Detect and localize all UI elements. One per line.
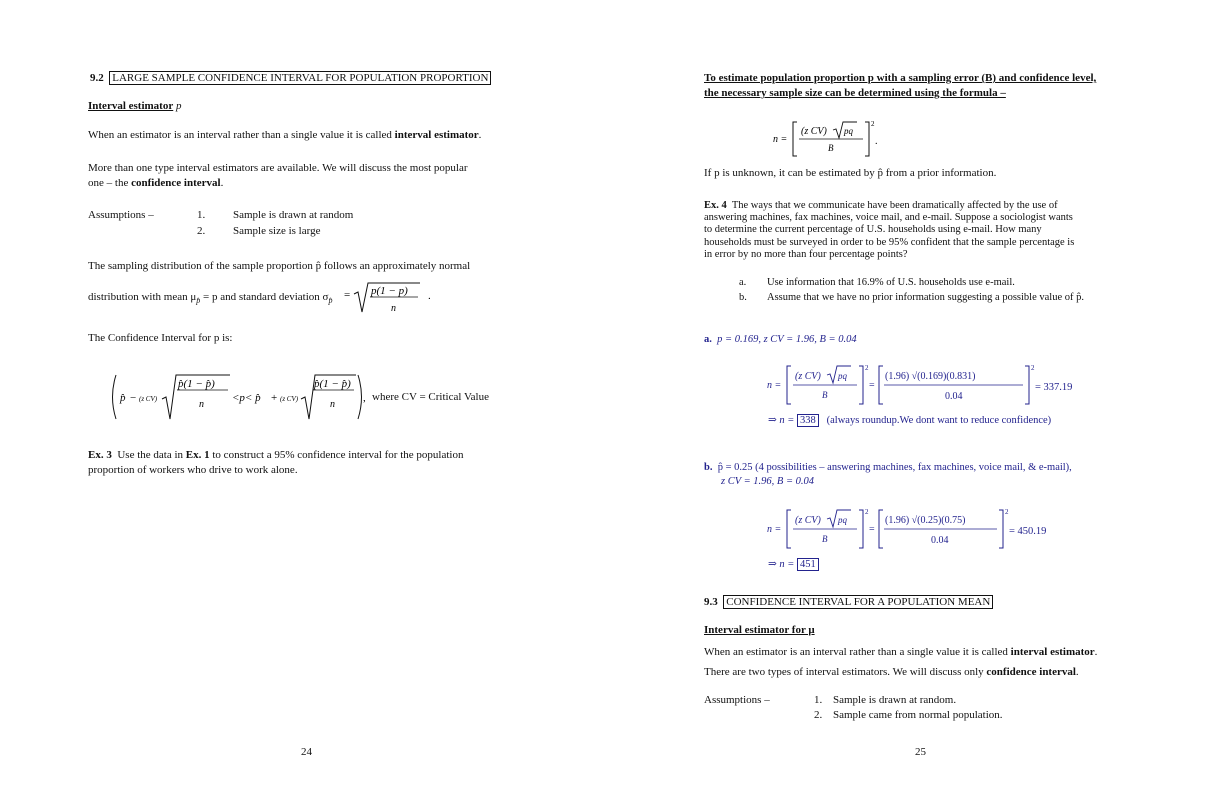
- item-letter: a.: [739, 277, 747, 288]
- assumption-number: 2.: [197, 225, 206, 237]
- svg-text:(z CV): (z CV): [139, 395, 158, 403]
- svg-text:n: n: [199, 399, 204, 410]
- svg-text:(z CV): (z CV): [795, 371, 821, 382]
- given-values: z CV = 1.96, B = 0.04: [721, 476, 815, 487]
- text: When an estimator is an interval rather than a single value it is called: [88, 129, 395, 141]
- paragraph-interval-types: [88, 161, 468, 191]
- section-title: CONFIDENCE INTERVAL FOR A POPULATION MEAN: [723, 595, 993, 609]
- svg-text:.: .: [428, 290, 431, 302]
- example-3: [88, 448, 463, 478]
- svg-text:=: =: [869, 524, 875, 535]
- svg-text:n =: n =: [767, 524, 782, 535]
- ci-where-text: where CV = Critical Value: [372, 391, 489, 403]
- interval-symbol: p: [175, 100, 182, 112]
- svg-text:=: =: [344, 289, 351, 301]
- confidence-interval-formula: [108, 369, 368, 425]
- std-dev-formula: [344, 280, 444, 316]
- interval-estimator-heading: Interval estimator for μ: [704, 624, 815, 636]
- svg-text:p̂: p̂: [120, 392, 126, 404]
- svg-text:2: 2: [1005, 508, 1009, 516]
- svg-text:B: B: [822, 534, 828, 544]
- interval-estimator-heading: [88, 99, 181, 114]
- text-line: households must be surveyed in order to be 95% confident that the sample percentage is: [704, 236, 1075, 248]
- text: .: [1094, 646, 1098, 658]
- assumption-text: Sample size is large: [233, 225, 321, 237]
- section-number: 9.3: [704, 596, 718, 608]
- item-text: Use information that 16.9% of U.S. households use e-mail.: [767, 277, 1015, 288]
- example-4: [704, 200, 1074, 261]
- example-label: Ex. 4: [704, 200, 727, 211]
- svg-text:n =: n =: [773, 134, 788, 145]
- section-heading-9-2: [90, 71, 491, 86]
- svg-text:B: B: [822, 390, 828, 400]
- svg-text:B: B: [828, 143, 834, 153]
- section-title: LARGE SAMPLE CONFIDENCE INTERVAL FOR POPULATION PROPORTION: [109, 71, 491, 85]
- svg-text:<p< p̂: <p< p̂: [232, 392, 261, 404]
- unknown-p-text: If p is unknown, it can be estimated by p̂ from a prior information.: [704, 167, 997, 179]
- interval-label: Interval estimator: [88, 100, 174, 112]
- solution-a-given: [704, 334, 857, 345]
- svg-text:=: =: [869, 380, 875, 391]
- solution-b-given: [704, 461, 1072, 489]
- example-label: Ex. 3: [88, 449, 112, 461]
- sample-size-formula: [773, 118, 903, 160]
- svg-text:n: n: [391, 303, 396, 314]
- ci-label: The Confidence Interval for p is:: [88, 332, 233, 344]
- svg-text:+: +: [271, 392, 278, 404]
- text-line: More than one type interval estimators are available. We will discuss the most popular: [88, 162, 468, 174]
- solution-a-formula: [767, 362, 1097, 408]
- item-text: Assume that we have no prior information suggesting a possible value of p̂.: [767, 292, 1084, 303]
- page-number: 25: [915, 746, 926, 758]
- assumptions-label: Assumptions –: [704, 694, 770, 706]
- sample-size-heading-line1: To estimate population proportion p with a sampling error (B) and confidence level,: [704, 72, 1097, 84]
- paragraph-interval-definition: [88, 128, 481, 143]
- svg-text:p(1 − p): p(1 − p): [371, 285, 408, 297]
- svg-text:p̂(1 − p̂): p̂(1 − p̂): [178, 378, 215, 390]
- text: one – the: [88, 177, 132, 189]
- text: to construct a 95% confidence interval for the population: [209, 449, 464, 461]
- text-line: The ways that we communicate have been dramatically affected by the use of: [731, 200, 1058, 211]
- solution-a-answer: ⇒ n = 338 (always roundup.We dont want to reduce confidence): [768, 415, 1052, 426]
- text: .: [478, 129, 482, 141]
- roundup-note: (always roundup.We dont want to reduce confidence): [826, 415, 1052, 426]
- text-line: to determine the current percentage of U.S. households using e-mail. How many: [704, 224, 1042, 236]
- text: Use the data in: [117, 449, 186, 461]
- given-values: p̂ = 0.25 (4 possibilities – answering machines, fax machines, voice mail, & e-mail),: [717, 462, 1072, 473]
- left-page: [0, 0, 610, 795]
- bold-term: interval estimator: [1010, 646, 1095, 658]
- svg-text:(z CV): (z CV): [795, 515, 821, 526]
- answer-box: 451: [797, 558, 819, 571]
- bold-term: confidence interval: [986, 666, 1076, 678]
- svg-text:2: 2: [865, 508, 869, 516]
- svg-text:2: 2: [1031, 364, 1035, 372]
- svg-text:−: −: [130, 392, 137, 404]
- solution-label: b.: [704, 462, 713, 473]
- section-number: 9.2: [90, 72, 104, 84]
- solution-label: a.: [704, 334, 712, 345]
- assumption-text: Sample is drawn at random: [233, 209, 354, 221]
- assumption-text: Sample came from normal population.: [833, 709, 1003, 721]
- sample-size-heading-line2: the necessary sample size can be determined using the formula –: [704, 87, 1006, 99]
- text-line: proportion of workers who drive to work alone.: [88, 464, 298, 476]
- svg-text:pq: pq: [844, 126, 853, 136]
- item-letter: b.: [739, 292, 747, 303]
- text: = p and standard deviation σ: [200, 291, 329, 303]
- svg-text:p̂(1 − p̂): p̂(1 − p̂): [314, 378, 351, 390]
- text: distribution with mean μ: [88, 291, 197, 303]
- svg-text:.: .: [875, 136, 878, 147]
- text: There are two types of interval estimators. We will discuss only: [704, 666, 987, 678]
- assumption-number: 1.: [814, 694, 823, 706]
- answer-box: 338: [797, 414, 819, 427]
- text-line: in error by no more than four percentage points?: [704, 248, 908, 260]
- solution-b-formula: [767, 506, 1097, 552]
- solution-b-values: (1.96) √(0.25)(0.75): [885, 515, 966, 526]
- text-line: answering machines, fax machines, voice mail, and e-mail. Suppose a sociologist wants: [704, 212, 1073, 224]
- bold-term: interval estimator: [394, 129, 479, 141]
- text: .: [220, 177, 224, 189]
- solution-a-result: = 337.19: [1035, 382, 1073, 393]
- solution-b-answer: ⇒ n = 451: [768, 558, 819, 570]
- given-values: p = 0.169, z CV = 1.96, B = 0.04: [717, 334, 857, 345]
- assumption-number: 1.: [197, 209, 206, 221]
- svg-text:(z CV): (z CV): [801, 126, 827, 137]
- svg-text:,: ,: [363, 392, 366, 404]
- svg-text:pq: pq: [838, 515, 847, 525]
- right-page: [615, 0, 1231, 795]
- svg-text:pq: pq: [838, 371, 847, 381]
- bold-ref: Ex. 1: [185, 449, 210, 461]
- page-number: 24: [301, 746, 312, 758]
- svg-text:2: 2: [865, 364, 869, 372]
- distribution-mean-text: distribution with mean $\mu_{p̂} = p$ and standard deviation $\sigma_{p̂}$: [88, 291, 333, 306]
- assumption-text: Sample is drawn at random.: [833, 694, 957, 706]
- paragraph-interval-types: [704, 665, 1079, 680]
- bold-term: confidence interval: [131, 177, 221, 189]
- solution-a-values: (1.96) √(0.169)(0.831): [885, 371, 976, 382]
- assumption-number: 2.: [814, 709, 823, 721]
- sampling-distribution-text: The sampling distribution of the sample proportion p̂ follows an approximately normal: [88, 260, 471, 272]
- svg-text:2: 2: [871, 120, 875, 128]
- paragraph-interval-definition: [704, 645, 1097, 660]
- solution-b-denominator: 0.04: [931, 535, 949, 546]
- text: .: [1075, 666, 1079, 678]
- svg-text:(z CV): (z CV): [280, 395, 299, 403]
- svg-text:n =: n =: [767, 380, 782, 391]
- solution-b-result: = 450.19: [1009, 526, 1047, 537]
- assumptions-label: Assumptions –: [88, 209, 154, 221]
- svg-text:n: n: [330, 399, 335, 410]
- section-heading-9-3: [704, 595, 993, 610]
- text: When an estimator is an interval rather than a single value it is called: [704, 646, 1011, 658]
- solution-a-denominator: 0.04: [945, 391, 963, 402]
